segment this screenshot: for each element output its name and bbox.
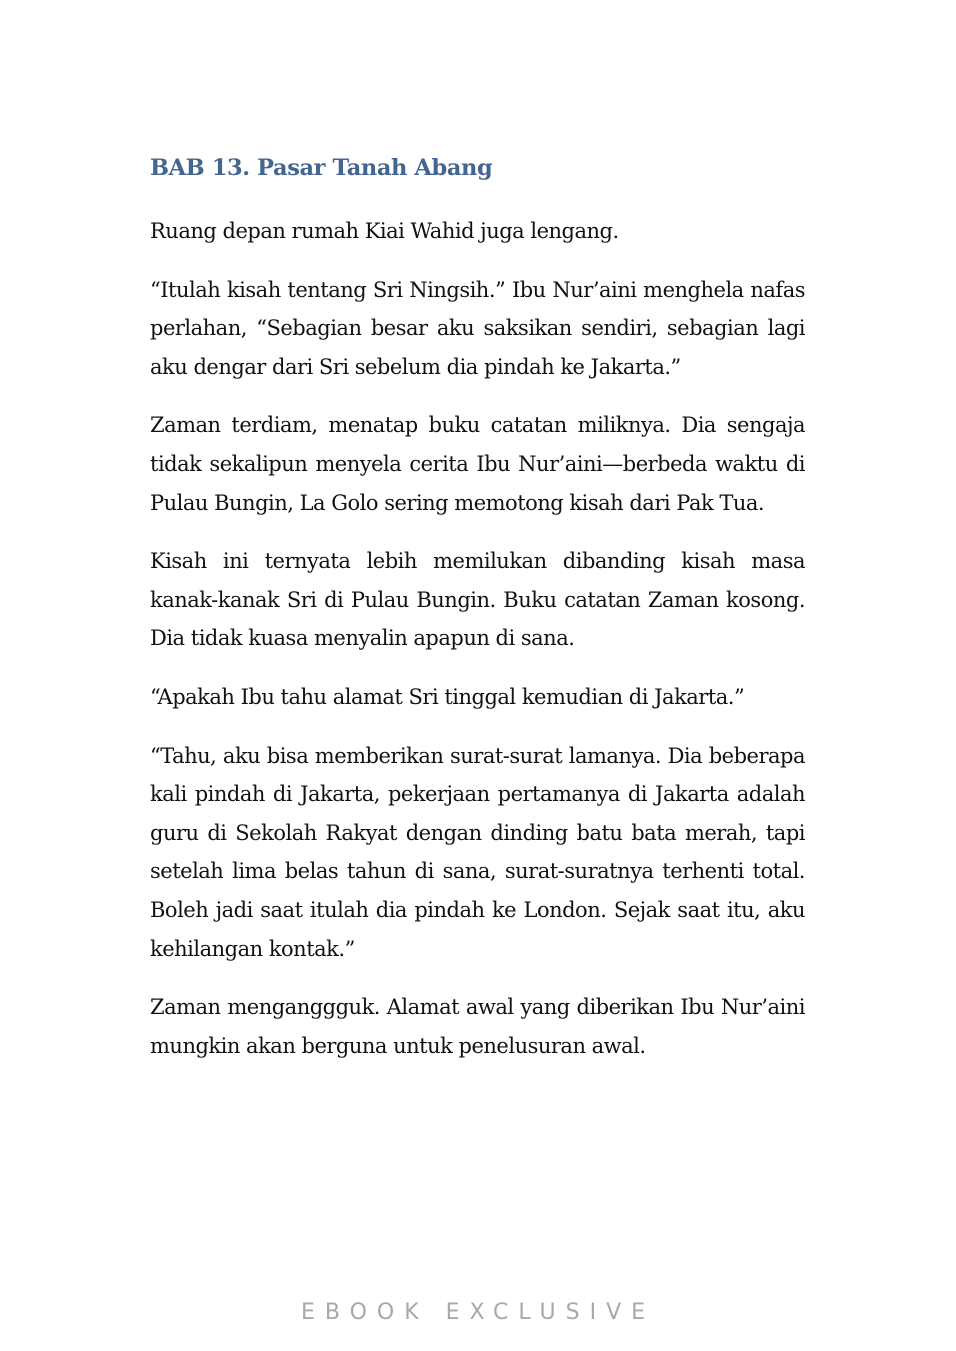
paragraph: Ruang depan rumah Kiai Wahid juga lengang. xyxy=(150,219,619,243)
footer-watermark: EBOOK EXCLUSIVE xyxy=(300,1300,656,1325)
paragraph: “Apakah Ibu tahu alamat Sri tinggal kemudian di Jakarta.” xyxy=(150,684,745,709)
chapter-body xyxy=(150,212,805,1085)
paragraph: “Itulah kisah tentang Sri Ningsih.” Ibu Nur’aini menghela nafas perlahan, “Sebagian besar aku saksikan sendiri, sebagian lagi aku dengar dari Sri sebelum dia pindah ke Jakarta.” xyxy=(150,277,805,379)
paragraph: “Tahu, aku bisa memberikan surat-surat lamanya. Dia beberapa kali pindah di Jakarta, pekerjaan pertamanya di Jakarta adalah guru di Sekolah Rakyat dengan dinding batu bata merah, tapi setelah lima belas tahun di sana, surat-suratnya terhenti total. Boleh jadi saat itulah dia pindah ke London. Sejak saat itu, aku kehilangan kontak.” xyxy=(150,743,805,961)
paragraph: Zaman terdiam, menatap buku catatan miliknya. Dia sengaja tidak sekalipun menyela cerita Ibu Nur’aini—berbeda waktu di Pulau Bungin, La Golo sering memotong kisah dari Pak Tua. xyxy=(150,413,805,515)
paragraph: Kisah ini ternyata lebih memilukan dibanding kisah masa kanak-kanak Sri di Pulau Bungin. Buku catatan Zaman kosong. Dia tidak kuasa menyalin apapun di sana. xyxy=(150,549,805,651)
chapter-title: BAB 13. Pasar Tanah Abang xyxy=(150,155,493,181)
paragraph: Zaman menganggguk. Alamat awal yang diberikan Ibu Nur’aini mungkin akan berguna untuk penelusuran awal. xyxy=(150,995,805,1058)
